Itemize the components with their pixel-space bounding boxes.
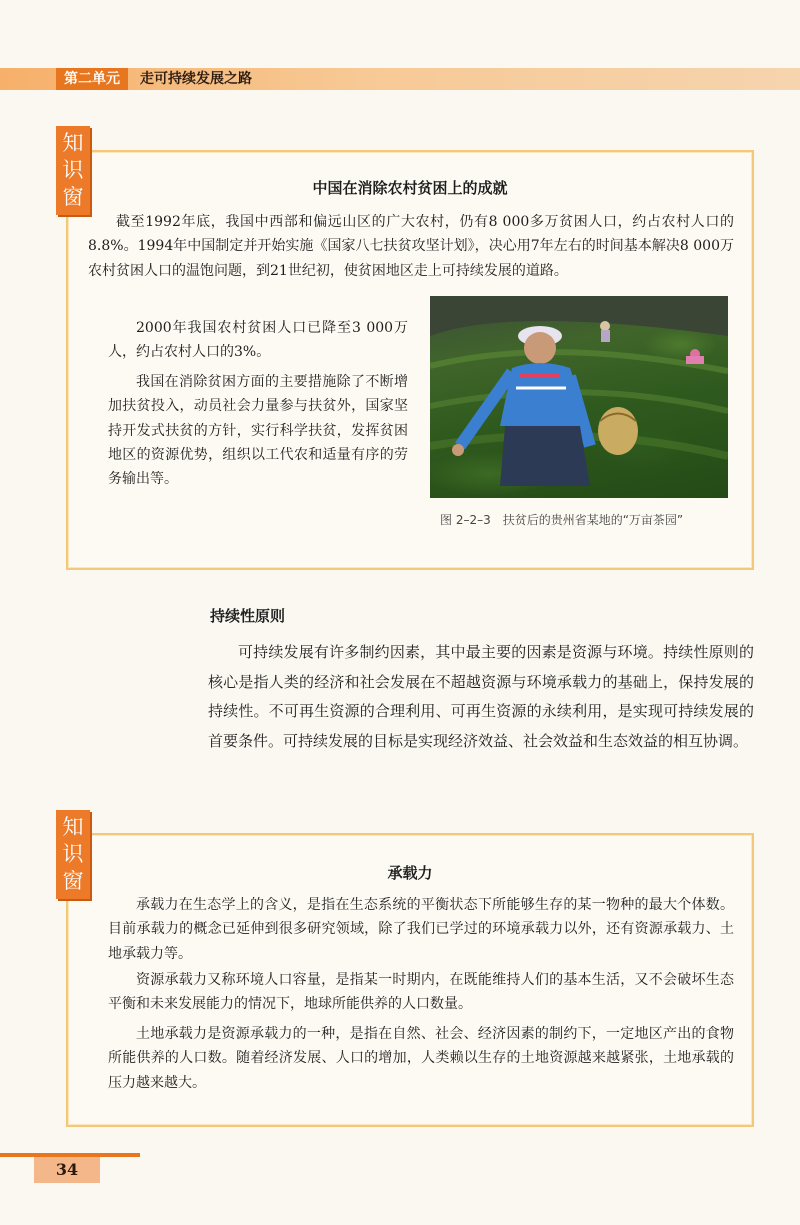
knowledge-window-tag: 知识窗	[56, 126, 90, 215]
page-header	[0, 68, 800, 90]
knowledge-window-tag: 知识窗	[56, 810, 90, 899]
tea-picker-illustration	[430, 296, 728, 498]
capacity-paragraph-3: 土地承载力是资源承载力的一种，是指在自然、社会、经济因素的制约下，一定地区产出的食物所能供养的人口数。随着经济发展、人口的增加，人类赖以生存的土地资源越来越紧张，土地承载的压力越来越大。	[108, 1026, 734, 1091]
capacity-paragraph-2: 资源承载力又称环境人口容量，是指某一时期内，在既能维持人们的基本生活，又不会破坏生态平衡和未来发展能力的情况下，地球所能供养的人口数量。	[108, 972, 734, 1013]
knowledge-box-title: 中国在消除农村贫困上的成就	[312, 179, 508, 197]
unit-title: 走可持续发展之路	[140, 71, 252, 87]
capacity-paragraph-1: 承载力在生态学上的含义，是指在生态系统的平衡状态下所能够生存的某一物种的最大个体数。目前承载力的概念已延伸到很多研究领域，除了我们已学过的环境承载力以外，还有资源承载力、土地承载力等。	[108, 897, 734, 962]
tea-garden-photo	[430, 296, 728, 498]
poverty-paragraph-1: 截至1992年底，我国中西部和偏远山区的广大农村，仍有8 000多万贫困人口，约占农村人口的8.8%。1994年中国制定并开始实施《国家八七扶贫攻坚计划》，决心用7年左右的时间基本解决8 000万农村贫困人口的温饱问题，到21世纪初，使贫困地区走上可持续发展的道路。	[88, 214, 734, 279]
poverty-paragraph-2: 2000年我国农村贫困人口已降至3 000万人，约占农村人口的3%。	[108, 320, 408, 361]
knowledge-box-title: 承载力	[387, 864, 433, 882]
page-number: 34	[34, 1157, 100, 1183]
section-body: 可持续发展有许多制约因素，其中最主要的因素是资源与环境。持续性原则的核心是指人类的经济和社会发展在不超越资源与环境承载力的基础上，保持发展的持续性。不可再生资源的合理利用、可再生资源的永续利用，是实现可持续发展的首要条件。可持续发展的目标是实现经济效益、社会效益和生态效益的相互协调。	[208, 643, 754, 750]
unit-label: 第二单元	[56, 68, 128, 90]
section-title: 持续性原则	[210, 607, 286, 625]
photo-caption: 图 2–2–3 扶贫后的贵州省某地的“万亩茶园”	[440, 513, 684, 527]
poverty-paragraph-3: 我国在消除贫困方面的主要措施除了不断增加扶贫投入，动员社会力量参与扶贫外，国家坚持开发式扶贫的方针，实行科学扶贫，发挥贫困地区的资源优势，组织以工代农和适量有序的劳务输出等。	[108, 374, 408, 488]
